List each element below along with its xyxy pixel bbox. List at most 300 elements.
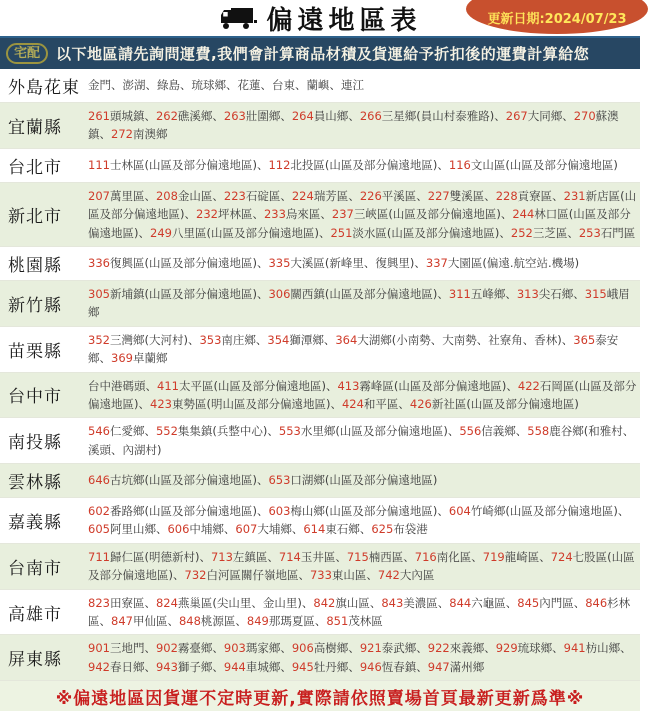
separator: 、 [144,109,156,123]
separator: 、 [256,473,269,488]
separator: 、 [226,78,238,93]
separator: 、 [144,659,156,674]
area-name: 平溪區 [381,188,417,203]
area-name: 南澳鄉 [132,127,168,142]
separator: 、 [573,286,585,301]
area-name: 牡丹鄉 [313,659,349,674]
area-code: 604 [448,504,471,519]
area-code: 713 [210,549,233,564]
separator: 、 [256,504,269,519]
separator: 、 [144,595,156,610]
area-code: 313 [516,286,539,301]
table-row [0,418,640,464]
table-row [0,464,640,498]
separator: 、 [260,78,272,93]
area-name: 口湖鄉(山區及部分偏遠地區) [290,473,438,488]
separator: 、 [561,332,574,347]
area-name: 內門區 [539,595,574,610]
area-code: 364 [335,332,358,347]
separator: 、 [291,522,304,537]
separator: 、 [235,614,247,629]
area-code: 261 [88,109,110,123]
area-code: 352 [88,332,110,347]
area-name: 中埔鄉 [189,522,224,537]
table-row [0,498,640,544]
area-code: 845 [517,595,540,610]
area-code: 244 [512,207,535,222]
region-label: 宜蘭縣 [8,117,62,138]
region-label: 台北市 [8,157,62,178]
area-code: 846 [585,595,608,610]
area-name: 歸仁區(明德新村) [109,549,200,564]
separator: 、 [144,424,156,439]
area-code: 335 [268,256,291,271]
area-code: 614 [303,522,326,537]
area-name: 美濃區 [403,595,438,610]
area-name: 新社區(山區及部分偏遠地區) [431,396,579,411]
area-name: 滿州鄉 [449,659,485,674]
area-code: 422 [517,378,540,393]
area-name: 大同鄉 [527,109,563,123]
separator: 、 [437,595,450,610]
truck-icon [218,6,258,30]
area-name: 八里區(山區及部分偏遠地區) [171,225,319,240]
separator: 、 [280,188,292,203]
table-row [0,149,640,183]
area-name: 布袋港 [393,522,428,537]
region-areas [88,594,640,631]
area-name: 三芝區 [532,225,568,240]
separator: 、 [145,378,157,393]
area-code: 607 [235,522,258,537]
separator: 、 [99,127,111,142]
separator: 、 [144,188,156,203]
area-name: 蘭嶼 [306,78,330,93]
area-code: 715 [346,549,369,564]
area-code: 336 [88,256,110,271]
separator: 、 [267,549,279,564]
region-label: 桃園縣 [8,255,62,276]
separator: 、 [398,396,410,411]
area-code: 306 [268,286,291,301]
area-code: 546 [88,424,110,439]
area-code: 606 [167,522,190,537]
region-label: 台南市 [8,558,62,579]
separator: 、 [199,549,211,564]
area-name: 壯圍鄉 [245,109,281,123]
table-row [0,247,640,281]
separator: 、 [155,522,168,537]
separator: 、 [506,378,518,393]
area-code: 552 [155,424,178,439]
area-name: 林口區(山區及部分偏遠地區) [88,207,631,240]
area-code: 252 [510,225,533,240]
area-code: 224 [291,188,314,203]
area-name: 綠島 [157,78,180,93]
area-code: 646 [88,473,110,488]
separator: 、 [617,504,630,519]
area-code: 249 [150,225,172,240]
area-name: 大湖鄉(小南勢、大南勢、社寮角、香林) [357,332,562,347]
area-name: 楠西區 [368,549,404,564]
area-code: 942 [88,659,110,674]
area-name: 六龜區 [471,595,506,610]
area-name: 竹崎鄉(山區及部分偏遠地區) [470,504,618,519]
area-code: 843 [381,595,404,610]
area-name: 石岡區(山區及部分偏遠地區) [88,378,637,411]
area-code: 824 [155,595,178,610]
separator: 、 [414,256,426,271]
area-code: 848 [178,614,201,629]
area-code: 902 [155,641,178,656]
separator: 、 [212,659,224,674]
table-row [0,590,640,636]
header [0,0,640,36]
area-code: 903 [223,641,246,656]
separator: 、 [298,568,310,583]
area-name: 花蓮 [237,78,261,93]
area-name: 那瑪夏區 [268,614,315,629]
area-code: 732 [184,568,207,583]
table-row [0,544,640,590]
separator: 、 [144,641,156,656]
separator: 、 [499,225,511,240]
region-areas [88,331,640,368]
separator: 、 [403,549,415,564]
separator: 、 [256,286,269,301]
area-name: 古坑鄉(山區及部分偏遠地區) [109,473,257,488]
area-name: 茂林區 [348,614,383,629]
separator: 、 [138,225,150,240]
area-name: 卓蘭鄉 [132,351,168,366]
separator: 、 [505,595,518,610]
area-name: 石碇區 [245,188,281,203]
region-areas [88,422,640,459]
area-name: 桃源區 [200,614,236,629]
area-name: 瑞芳區 [313,188,349,203]
region-label: 嘉義縣 [8,512,62,533]
separator: 、 [620,641,632,656]
area-code: 946 [359,659,382,674]
separator: 、 [348,109,360,123]
region-areas [88,254,640,272]
area-code: 251 [330,225,353,240]
area-name: 台中港碼頭 [88,378,146,393]
region-areas [88,548,640,585]
area-code: 602 [88,504,110,519]
separator: 、 [252,207,264,222]
area-code: 266 [359,109,382,123]
area-name: 尖石鄉 [538,286,574,301]
area-code: 232 [196,207,218,222]
separator: 、 [99,614,111,629]
separator: 、 [494,109,506,123]
area-name: 新埔鎮(山區及部分偏遠地區) [109,286,257,301]
region-areas [88,471,640,489]
area-code: 315 [584,286,607,301]
area-name: 和平區 [363,396,399,411]
area-code: 365 [573,332,596,347]
area-code: 553 [278,424,301,439]
footer-text: ※偏遠地區因貨運不定時更新,實際請依照賣場首頁最新更新爲準※ [55,688,585,709]
area-code: 922 [427,641,450,656]
area-name: 燕巢區(尖山里、金山里) [177,595,302,610]
area-name: 南化區 [436,549,472,564]
separator: 、 [552,188,564,203]
area-code: 625 [371,522,394,537]
area-code: 944 [223,659,246,674]
separator: 、 [167,614,179,629]
area-code: 354 [267,332,290,347]
area-name: 白河區關仔嶺地區 [206,568,299,583]
separator: 、 [447,424,460,439]
area-name: 坪林區 [217,207,253,222]
separator: 、 [567,225,579,240]
area-code: 719 [482,549,505,564]
separator: 、 [359,522,372,537]
region-label: 雲林縣 [8,473,62,494]
area-name: 甲仙區 [132,614,168,629]
region-areas [88,156,640,174]
area-code: 263 [223,109,246,123]
area-name: 來義鄉 [449,641,485,656]
separator: 、 [369,595,382,610]
area-code: 742 [377,568,400,583]
separator: 、 [484,641,496,656]
area-name: 士林區(山區及部分偏遠地區) [109,158,257,173]
area-code: 424 [341,396,364,411]
area-code: 353 [199,332,222,347]
area-code: 603 [268,504,291,519]
footer-note [0,681,640,711]
table-row [0,103,640,149]
area-code: 842 [313,595,336,610]
separator: 、 [416,659,428,674]
separator: 、 [256,256,269,271]
area-code: 237 [331,207,354,222]
separator: 、 [187,332,200,347]
area-code: 413 [337,378,360,393]
area-name: 台東 [272,78,295,93]
area-code: 947 [427,659,450,674]
separator: 、 [505,286,517,301]
area-name: 復興區(山區及部分偏遠地區) [109,256,257,271]
area-name: 霧峰區(山區及部分偏遠地區) [359,378,507,393]
separator: 、 [437,504,449,519]
separator: 、 [212,109,224,123]
area-code: 851 [326,614,349,629]
separator: 、 [539,549,551,564]
area-name: 澎湖 [122,78,146,93]
area-name: 水里鄉(山區及部分偏遠地區) [300,424,448,439]
area-name: 關西鎮(山區及部分偏遠地區) [290,286,438,301]
area-name: 枋山鄉 [585,641,621,656]
separator: 、 [348,659,360,674]
area-name: 高樹鄉 [313,641,349,656]
separator: 、 [318,225,331,240]
area-code: 558 [527,424,550,439]
area-code: 943 [155,659,178,674]
area-name: 三地門 [109,641,145,656]
separator: 、 [184,207,196,222]
separator: 、 [552,641,564,656]
area-name: 信義鄉 [481,424,516,439]
area-name: 三灣鄉(大河村) [109,332,188,347]
area-code: 226 [359,188,382,203]
area-code: 423 [150,396,172,411]
area-name: 烏來區 [285,207,321,222]
area-code: 112 [268,158,291,173]
area-name: 金山區 [177,188,213,203]
region-label: 南投縣 [8,433,62,454]
separator: 、 [255,332,268,347]
area-code: 267 [505,109,528,123]
area-name: 左鎮區 [232,549,268,564]
table-row [0,281,640,327]
area-code: 941 [563,641,586,656]
area-name: 車城鄉 [245,659,281,674]
area-code: 945 [291,659,314,674]
area-name: 新店區(山區及部分偏遠地區) [88,188,637,222]
separator: 、 [437,286,449,301]
area-name: 瑪家鄉 [245,641,281,656]
separator: 、 [111,78,123,93]
area-name: 大內區 [399,568,435,583]
separator: 、 [562,109,574,123]
area-name: 員山鄉 [313,109,349,123]
notice-text: 以下地區請先詢問運費,我們會計算商品材積及貨運給予折扣後的運費計算給您 [56,45,590,63]
area-name: 萬里區 [109,188,145,203]
separator: 、 [348,188,360,203]
area-code: 207 [88,188,110,203]
region-label: 外島花東 [8,78,80,98]
separator: 、 [323,332,336,347]
area-name: 東勢區(明山區及部分偏遠地區) [171,396,331,411]
separator: 、 [515,424,528,439]
separator: 、 [325,378,338,393]
area-name: 杉林區 [88,595,631,629]
table-row [0,373,640,419]
separator: 、 [180,78,192,93]
area-name: 五峰鄉 [470,286,506,301]
area-code: 921 [359,641,382,656]
area-code: 253 [578,225,601,240]
area-code: 111 [88,158,110,173]
table-row [0,69,640,103]
area-code: 208 [155,188,178,203]
area-name: 仁愛鄉 [109,424,145,439]
area-code: 653 [268,473,291,488]
area-code: 311 [448,286,471,301]
update-date-text: 更新日期:2024/07/23 [487,11,627,27]
area-code: 847 [111,614,133,629]
area-name: 北投區(山區及部分偏遠地區) [290,158,438,173]
separator: 、 [173,568,185,583]
separator: 、 [416,641,428,656]
area-name: 泰安鄉 [88,332,619,366]
separator: 、 [212,641,224,656]
area-name: 春日鄉 [109,659,145,674]
area-name: 三峽區(山區及部分偏遠地區) [353,207,501,222]
area-code: 264 [291,109,314,123]
page-title: 偏遠地區表 [266,5,422,36]
area-name: 東山區 [331,568,367,583]
separator: 、 [471,549,483,564]
area-code: 369 [111,351,133,366]
area-name: 玉井區 [300,549,336,564]
area-code: 733 [309,568,332,583]
region-label: 台中市 [8,387,62,408]
area-name: 鹿谷鄉(和雅村、溪頭、內湖村) [88,424,635,457]
area-code: 270 [573,109,596,123]
area-code: 849 [246,614,269,629]
area-name: 雙溪區 [449,188,485,203]
area-name: 梅山鄉(山區及部分偏遠地區) [290,504,438,519]
separator: 、 [145,78,157,93]
region-label: 新北市 [8,206,62,227]
area-name: 霧臺鄉 [177,641,213,656]
area-name: 蘇澳鎮 [88,109,619,142]
area-name: 恆春鎮 [381,659,417,674]
notice-bar [0,38,640,69]
area-code: 231 [563,188,586,203]
separator: 、 [573,595,586,610]
separator: 、 [295,78,307,93]
region-label: 新竹縣 [8,295,62,316]
separator: 、 [437,158,449,173]
separator: 、 [366,568,378,583]
separator: 、 [484,188,496,203]
home-delivery-badge: 宅配 [6,43,48,64]
area-name: 石門區 [600,225,636,240]
area-code: 605 [88,522,110,537]
area-name: 太平區(山區及部分偏遠地區) [178,378,326,393]
area-code: 714 [278,549,301,564]
region-label: 高雄市 [8,604,62,625]
table-row [0,635,640,681]
area-code: 411 [157,378,179,393]
region-label: 苗栗縣 [8,341,62,362]
area-name: 番路鄉(山區及部分偏遠地區) [109,504,257,519]
area-name: 田寮區 [109,595,145,610]
table-row [0,327,640,373]
area-name: 頭城鎮 [109,109,145,123]
area-name: 峨眉鄉 [88,286,630,320]
area-code: 272 [111,127,133,142]
area-code: 305 [88,286,110,301]
area-code: 823 [88,595,110,610]
region-areas [88,377,640,414]
area-code: 223 [223,188,246,203]
area-code: 929 [495,641,518,656]
area-name: 南庄鄉 [221,332,256,347]
separator: 、 [99,351,111,366]
area-name: 大埔鄉 [257,522,292,537]
area-name: 連江 [341,78,364,93]
separator: 、 [280,659,292,674]
area-name: 大園區(偏遠.航空站.機場) [447,256,580,271]
separator: 、 [212,188,224,203]
separator: 、 [330,396,342,411]
region-label: 屏東縣 [8,650,62,671]
area-name: 獅潭鄉 [289,332,324,347]
area-name: 泰武鄉 [381,641,417,656]
area-name: 琉球鄉 [191,78,226,93]
region-table [0,69,640,681]
separator: 、 [256,158,269,173]
area-name: 龍崎區 [504,549,540,564]
separator: 、 [301,595,314,610]
